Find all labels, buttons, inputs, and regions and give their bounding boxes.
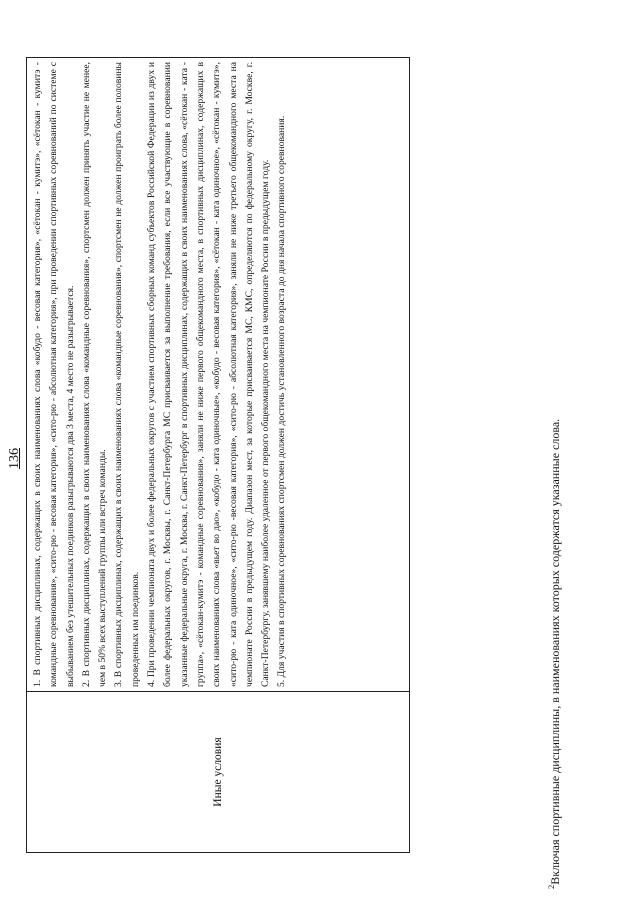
- footnote: [543, 29, 563, 889]
- table-row: [27, 58, 410, 853]
- page-number: 136: [7, 448, 22, 469]
- condition-paragraph: 5. Для участия в спортивных соревнованиях спортсмен должен достичь установленного возраста до дня начала спортивного соревнования.: [276, 115, 288, 687]
- row-label: Иные условия: [27, 692, 410, 853]
- condition-paragraph: 1. В спортивных дисциплинах, содержащих в своих наименованиях слова «кобудо - весовая категория», «сётокан - кумитэ», «сётокан - кумитэ - командные соревнования», «сито-рю - весовая категория», «сито-рю - абсолютная категория», при проведении спортивных соревнований по системе с выбыванием без утешительных поединков разыгрываются два 3 места, 4 место не разыгрывается.: [32, 62, 76, 687]
- conditions-table: [26, 57, 410, 853]
- condition-paragraph: 3. В спортивных дисциплинах, содержащих в своих наименованиях слова «командные соревнования», спортсмен не должен проиграть более половины проведенных им поединков.: [113, 62, 141, 687]
- condition-paragraph: 2. В спортивных дисциплинах, содержащих в своих наименованиях слова «командные соревнования», спортсмен должен принять участие не менее, чем в 50% всех выступлений группы или встреч команды.: [80, 62, 109, 687]
- footnote-marker: 2: [546, 884, 556, 889]
- conditions-text: [27, 58, 410, 692]
- footnote-text: Включая спортивные дисциплины, в наименованиях которых содержатся указанные слова.: [548, 418, 562, 885]
- condition-paragraph: 4. При проведении чемпионата двух и более федеральных округов с участием спортивных сборных команд субъектов Российской Федерации из двух и более федеральных округов, г. Москвы, г. Санкт-Петербурга МС присваивается за выполнение требования, если все участвующие в соревновании указанные федеральные округа, г. Москва, г. Санкт-Петербург в спортивных дисциплинах, содержащих в своих наименованиях слова, «сётокан - ката - группа», «сётокан-кумитэ - командные соревнования», заняли не ниже первого общекомандного места, в спортивных дисциплинах, содержащих в своих наименованиях слова «вьет во дао», «кобудо - ката одиночные», «кобудо - весовая категория», «сётокан - ката одиночное», «сётокан - кумитэ», «сито-рю - ката одиночное», «сито-рю -весовая категория», «сито-рю - абсолютная категория», заняли не ниже третьего общекомандного места на чемпионате России в предыдущем году. Диапазон мест, за которые присваивается МС, КМС, определяются по федеральному округу, г. Москве, г. Санкт-Петербургу, занявшему наиболее удаленное от первого общекомандного места на чемпионате России в предыдущем году.: [146, 62, 272, 687]
